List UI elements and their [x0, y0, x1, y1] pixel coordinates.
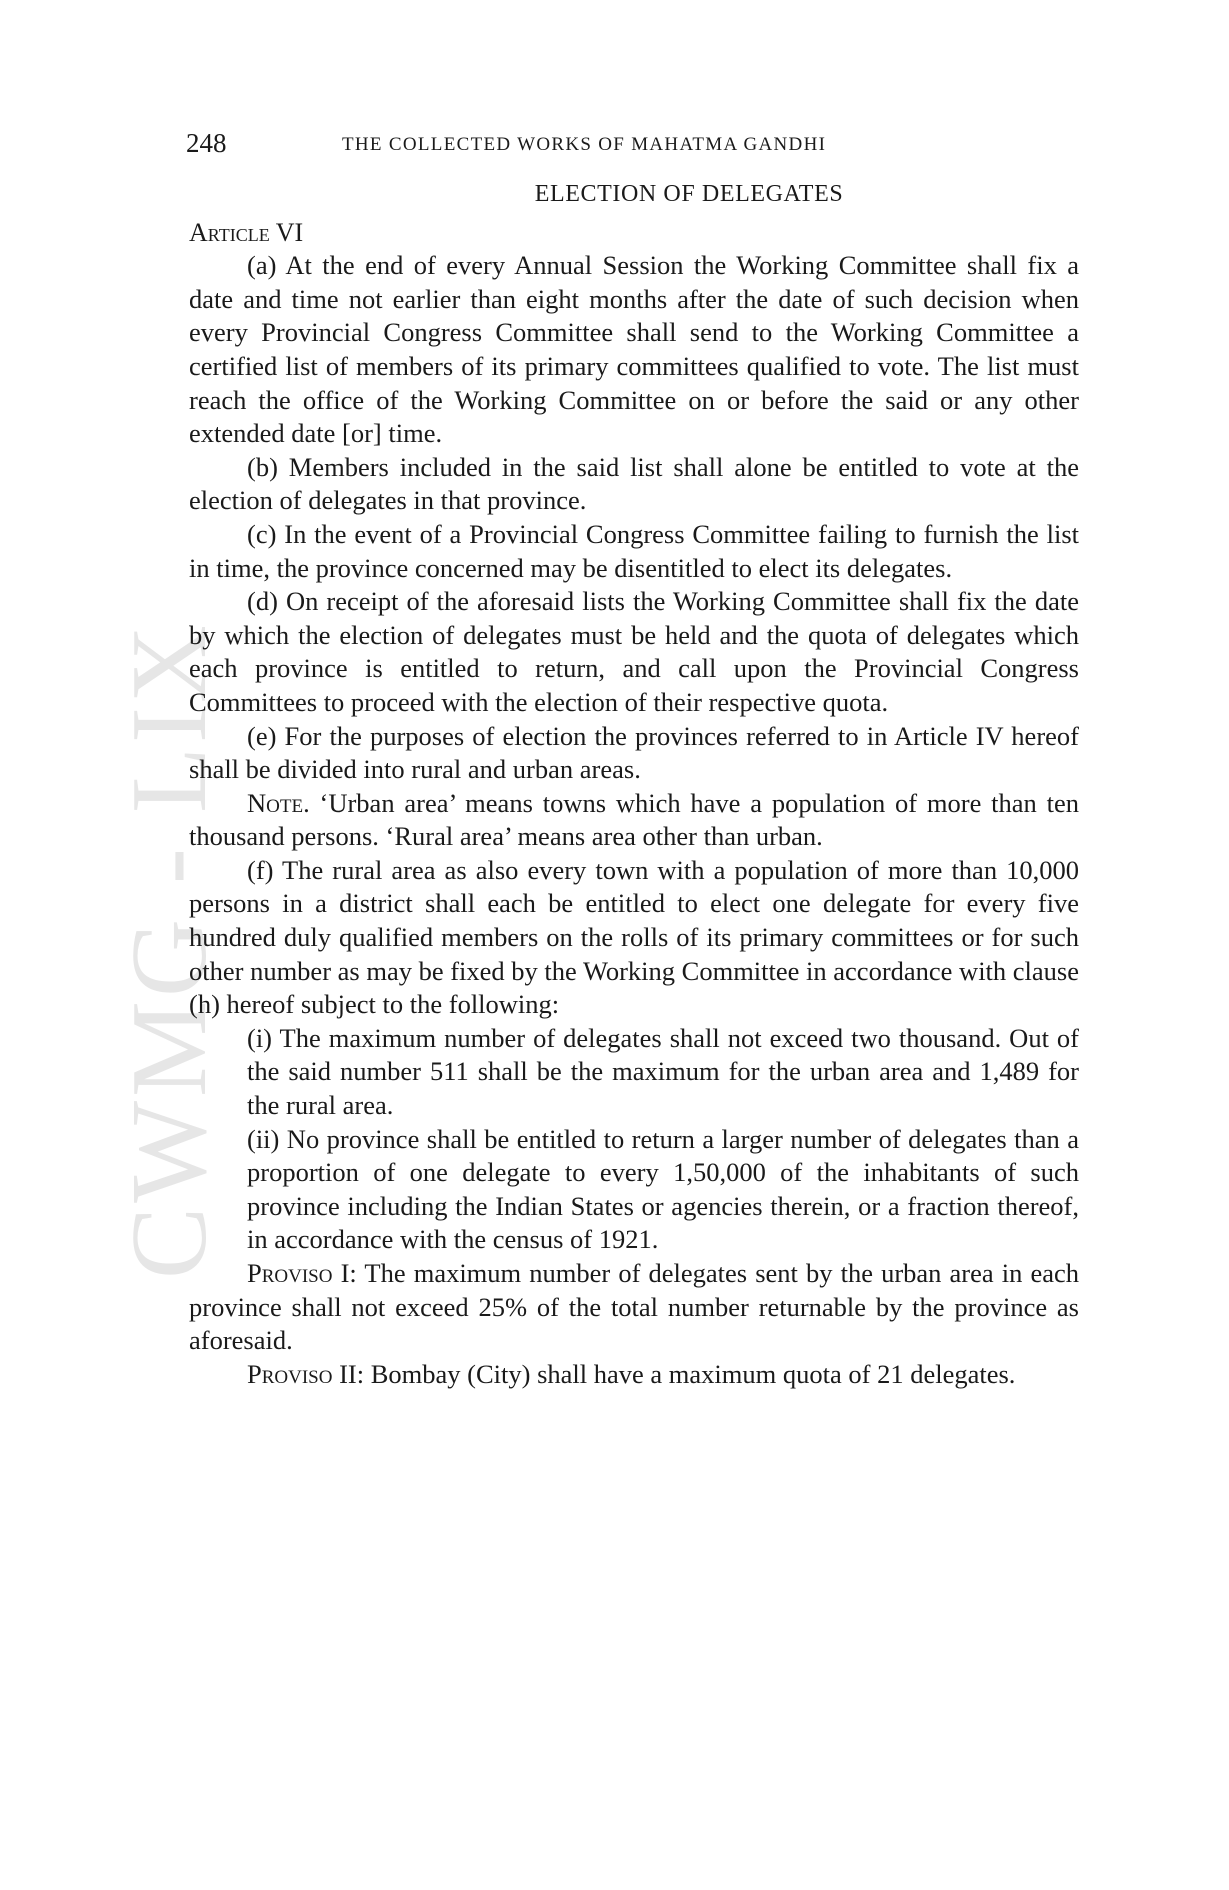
sub-item-i: (i) The maximum number of delegates shall not exceed two thousand. Out of the said number 511 shall be the maximum for the urban area and 1,489 for the rural area. — [247, 1022, 1079, 1121]
paragraph-c: (c) In the event of a Provincial Congress Committee failing to furnish the list in time, the province concerned may be disentitled to elect its delegates. — [189, 518, 1079, 583]
note-paragraph — [189, 787, 1079, 854]
sub-item-ii: (ii) No province shall be entitled to return a larger number of delegates than a proportion of one delegate to every 1,50,000 of the inhabitants of such province including the Indian States or agencies therein, or a fraction thereof, in accordance with the census of 1921. — [247, 1123, 1079, 1255]
proviso-2-text: Bombay (City) shall have a maximum quota of 21 delegates. — [364, 1358, 1016, 1389]
page-number: 248 — [186, 128, 227, 158]
proviso-1-text: The maximum number of delegates sent by the urban area in each province shall not exceed 25% of the total number returnable by the province as aforesaid. — [189, 1258, 1079, 1356]
note-label: Note. — [247, 787, 310, 818]
paragraph-a: (a) At the end of every Annual Session the Working Committee shall fix a date and time not earlier than eight months after the date of such decision when every Provincial Congress Committee shall send to the Working Committee a certified list of members of its primary committees qualified to vote. The list must reach the office of the Working Committee on or before the said or any other extended date [or] time. — [189, 250, 1079, 449]
paragraph-f: (f) The rural area as also every town with a population of more than 10,000 persons in a district shall each be entitled to elect one delegate for every five hundred duly qualified members on the rolls of its primary committees or for such other number as may be fixed by the Working Committee in accordance with clause (h) hereof subject to the following: — [189, 854, 1080, 1020]
proviso-2 — [189, 1358, 1079, 1392]
paragraph-e: (e) For the purposes of election the provinces referred to in Article IV hereof shall be divided into rural and urban areas. — [189, 720, 1079, 785]
watermark-text: CWMG - LIX — [109, 621, 229, 1279]
section-title: ELECTION OF DELEGATES — [534, 181, 844, 207]
proviso-1-label: Proviso I: — [247, 1258, 357, 1288]
paragraph-d: (d) On receipt of the aforesaid lists the Working Committee shall fix the date by which the election of delegates must be held and the quota of delegates which each province is entitled to return, and call upon the Provincial Congress Committees to proceed with the election of their respective quota. — [189, 586, 1079, 717]
running-head: THE COLLECTED WORKS OF MAHATMA GANDHI — [342, 134, 827, 155]
paragraph-b: (b) Members included in the said list shall alone be entitled to vote at the election of delegates in that province. — [189, 451, 1079, 516]
proviso-2-label: Proviso II: — [247, 1358, 365, 1389]
proviso-1 — [189, 1257, 1079, 1358]
page-body — [189, 178, 1079, 1391]
page-header — [186, 128, 1082, 168]
note-text: ‘Urban area’ means towns which have a population of more than ten thousand persons. ‘Rural area’ means area other than urban. — [189, 787, 1079, 852]
article-heading: Article VI — [189, 217, 304, 247]
